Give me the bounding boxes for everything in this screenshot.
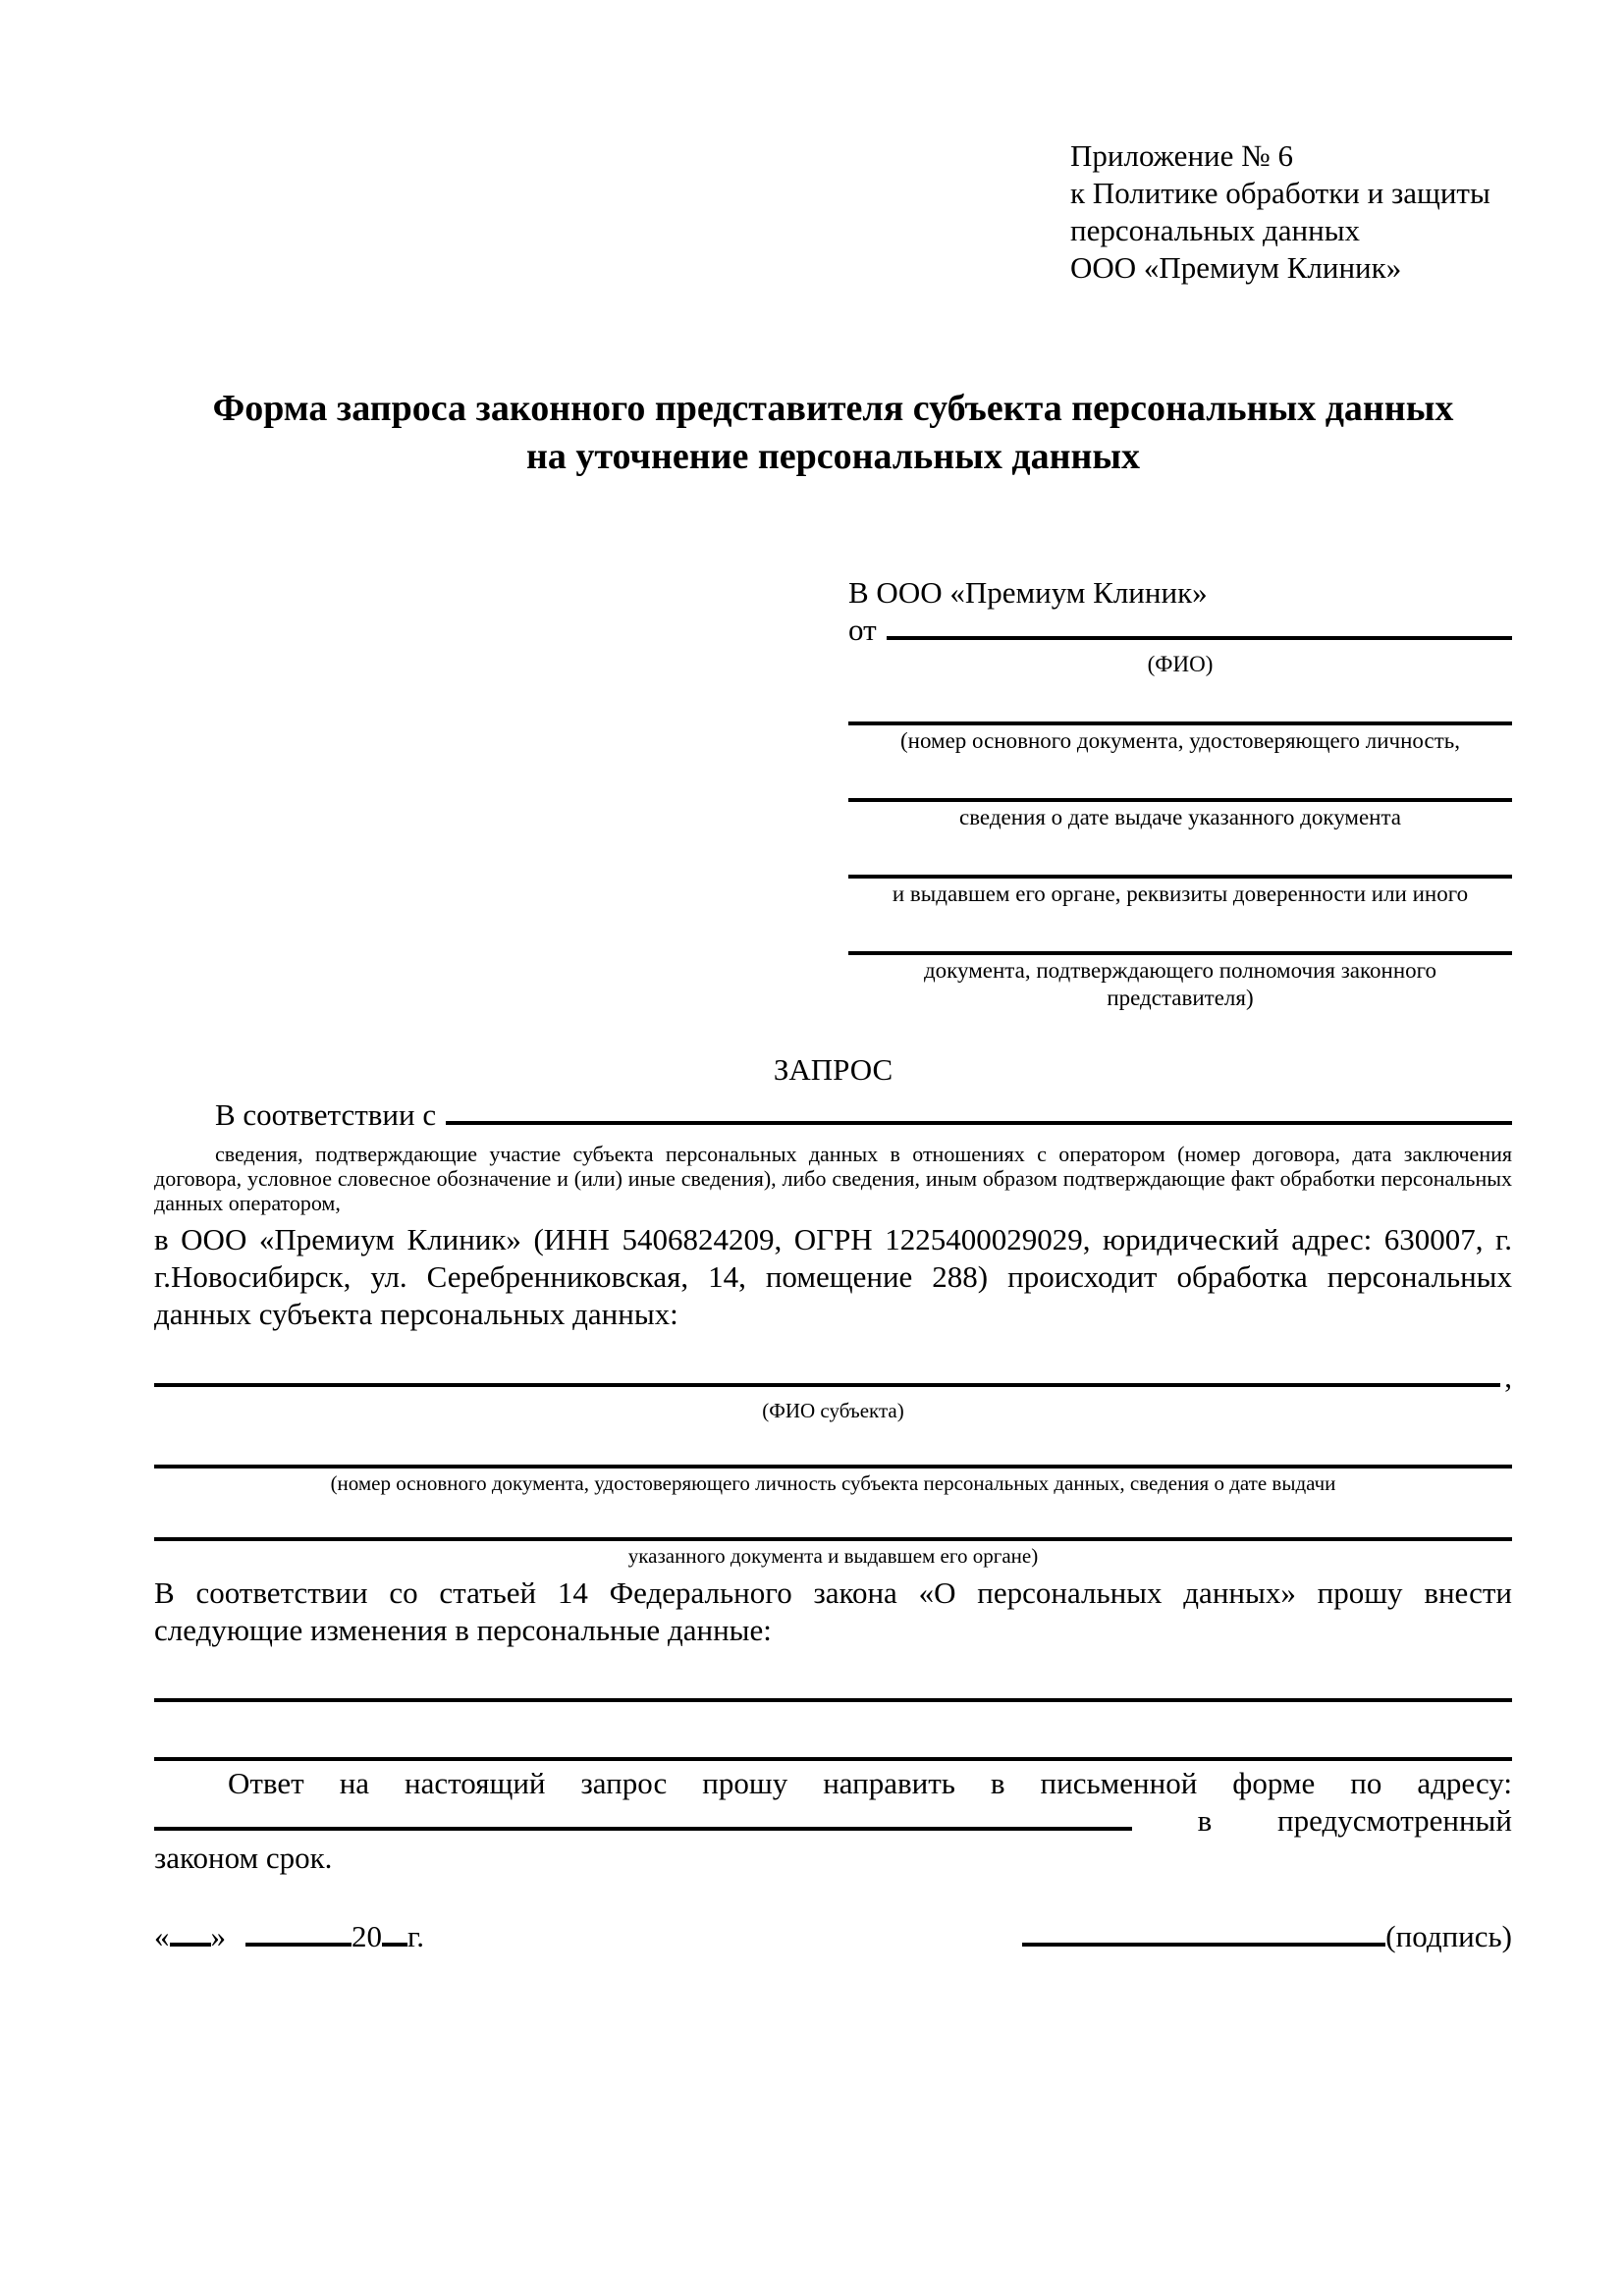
- trailing-comma: ,: [1504, 1360, 1512, 1394]
- date-year-suffix: г.: [407, 1919, 424, 1953]
- issue-date-caption: сведения о дате выдаче указанного документа: [958, 805, 1402, 829]
- signature-blank-line: [1022, 1943, 1385, 1947]
- subject-doc-caption-1: (номер основного документа, удостоверяющего личность субъекта персональных данных, сведения о дате выдачи: [330, 1471, 1336, 1495]
- response-paragraph-line-3: законом срок.: [154, 1841, 333, 1875]
- fio-caption: (ФИО): [1147, 652, 1214, 676]
- operator-paragraph: в ООО «Премиум Клиник» (ИНН 5406824209, ОГРН 1225400029029, юридический адрес: 630007, г. г.Новосибирск, ул. Серебренниковская, 14, помещение 288) происходит обработка персональных данных субъекта персональных данных:: [154, 1222, 1512, 1331]
- subject-doc-blank-line-2: [154, 1496, 1512, 1541]
- accordance-label: В соответствии с: [215, 1097, 437, 1132]
- recipient-org-line: В ООО «Премиум Клиник»: [848, 575, 1208, 610]
- document-title: [154, 385, 1512, 481]
- article-14-paragraph: В соответствии со статьей 14 Федерального закона «О персональных данных» прошу внести следующие изменения в персональные данные:: [154, 1575, 1512, 1647]
- document-title-line-1: Форма запроса законного представителя субъекта персональных данных: [212, 388, 1454, 429]
- id-document-caption: (номер основного документа, удостоверяющего личность,: [899, 728, 1460, 753]
- recipient-field-group: [848, 678, 1512, 755]
- response-word-in: в: [1197, 1803, 1213, 1838]
- id-document-blank-line: [848, 678, 1512, 725]
- response-paragraph-line-1: Ответ на настоящий запрос прошу направить в письменной форме по адресу:: [228, 1766, 1512, 1800]
- signature-date-row: [154, 1918, 1512, 1955]
- changes-blank-line-2: [154, 1702, 1512, 1761]
- response-address-blank-line: [154, 1827, 1132, 1831]
- date-day-blank: [170, 1943, 211, 1947]
- subject-fio-blank-line: [154, 1382, 1500, 1387]
- appendix-header-line: ООО «Премиум Клиник»: [1070, 250, 1402, 285]
- changes-blank-line-1: [154, 1649, 1512, 1702]
- recipient-field-group: [848, 908, 1512, 1012]
- recipient-block: [848, 574, 1512, 1012]
- subject-fio-line: [154, 1359, 1512, 1396]
- request-heading: ЗАПРОС: [773, 1052, 893, 1087]
- accordance-blank-line: [446, 1120, 1512, 1125]
- date-year-prefix: 20: [352, 1919, 382, 1953]
- signature-caption: (подпись): [1385, 1919, 1512, 1953]
- accordance-footnote: сведения, подтверждающие участие субъекта персональных данных в отношениях с оператором (номер договора, дата заключения договора, условное словесное обозначение и (или) иные сведения), либо сведения, иным образом подтверждающие факт обработки персональных данных оператором,: [154, 1142, 1512, 1215]
- issue-date-blank-line: [848, 755, 1512, 802]
- appendix-header-line: к Политике обработки и защиты: [1070, 176, 1490, 210]
- date-month-blank: [245, 1943, 352, 1947]
- subject-doc-blank-line-1: [154, 1423, 1512, 1468]
- date-quote-open: «: [154, 1919, 170, 1953]
- appendix-header-line: персональных данных: [1070, 213, 1361, 247]
- date-year-blank: [382, 1943, 407, 1947]
- issuing-authority-caption: и выдавшем его органе, реквизиты доверенности или иного: [892, 881, 1469, 906]
- date-line: [154, 1918, 424, 1955]
- signature-line: [1022, 1918, 1512, 1955]
- recipient-field-group: [848, 831, 1512, 908]
- subject-fio-caption: (ФИО субъекта): [762, 1399, 904, 1422]
- recipient-field-group: [848, 755, 1512, 831]
- document-title-line-2: на уточнение персональных данных: [525, 436, 1141, 477]
- from-label: от: [848, 613, 877, 647]
- representative-authority-caption: документа, подтверждающего полномочия законного представителя): [923, 958, 1436, 1010]
- accordance-line: [154, 1096, 1512, 1134]
- issuing-authority-blank-line: [848, 831, 1512, 879]
- response-word-last: предусмотренный: [1277, 1803, 1512, 1838]
- subject-doc-caption-2: указанного документа и выдавшем его органе): [627, 1544, 1039, 1568]
- representative-authority-blank-line: [848, 908, 1512, 955]
- from-fio-blank-line: [887, 635, 1512, 640]
- response-address-line: [154, 1802, 1512, 1840]
- from-line: [848, 612, 1512, 649]
- appendix-header: [1070, 137, 1512, 287]
- date-quote-close: »: [210, 1919, 226, 1953]
- appendix-header-line: Приложение № 6: [1070, 138, 1293, 173]
